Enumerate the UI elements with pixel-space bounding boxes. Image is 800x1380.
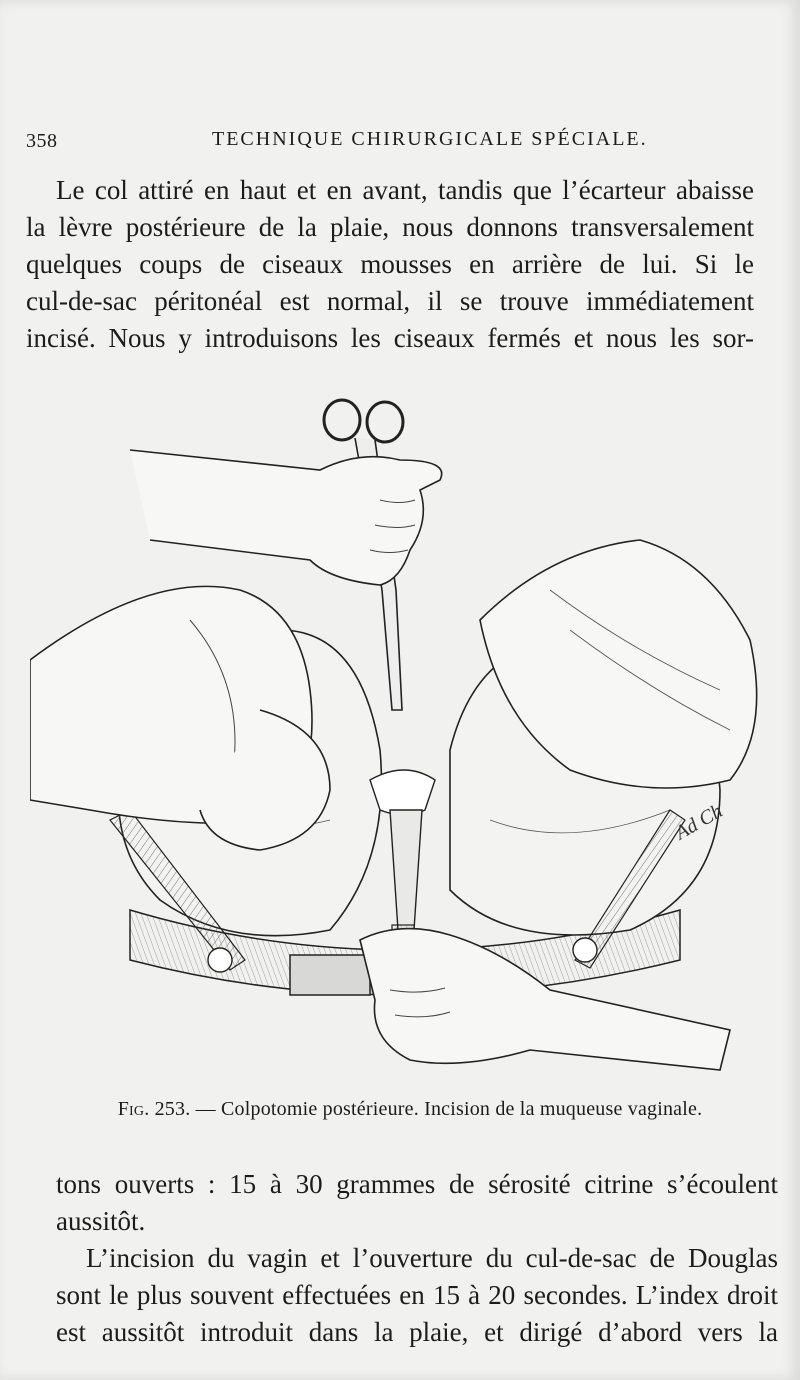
engraving-drawing (30, 390, 770, 1090)
text-line: la lèvre postérieure de la plaie, nous donnons transversalement (26, 212, 754, 242)
page-header (26, 126, 760, 158)
upper-hand (130, 450, 442, 585)
text-line: est aussitôt introduit dans la plaie, et dirigé d’abord vers la (56, 1317, 778, 1347)
surgical-illustration (30, 390, 770, 1090)
left-arm-sleeve (30, 586, 330, 850)
text-line: cul-de-sac péritonéal est normal, il se trouve immédiatement (26, 286, 754, 316)
caption-text: — Colpotomie postérieure. Incision de la muqueuse vaginale. (195, 1098, 703, 1120)
text-line: Le col attiré en haut et en avant, tandis que l’écarteur abaisse (56, 175, 754, 205)
figure-label: Fig. 253. (117, 1098, 191, 1120)
paragraph-3 (56, 1240, 778, 1351)
text-line: tons ouverts : 15 à 30 grammes de sérosité citrine s’écoulent (56, 1169, 778, 1199)
page-number: 358 (26, 130, 58, 152)
artist-signature: Ad Ch (671, 799, 727, 845)
text-line: incisé. Nous y introduisons les ciseaux fermés et nous les sor- (26, 323, 754, 353)
paragraph-2 (56, 1166, 778, 1240)
figure-caption (60, 1098, 760, 1121)
text-line: aussitôt. (56, 1206, 146, 1236)
text-line: L’incision du vagin et l’ouverture du cul-de-sac de Douglas (86, 1243, 778, 1273)
text-line: sont le plus souvent effectuées en 15 à 20 secondes. L’index droit (56, 1280, 778, 1310)
running-title: TECHNIQUE CHIRURGICALE SPÉCIALE. (212, 128, 648, 150)
text-line: quelques coups de ciseaux mousses en arrière de lui. Si le (26, 249, 754, 279)
paragraph-1 (26, 172, 754, 357)
